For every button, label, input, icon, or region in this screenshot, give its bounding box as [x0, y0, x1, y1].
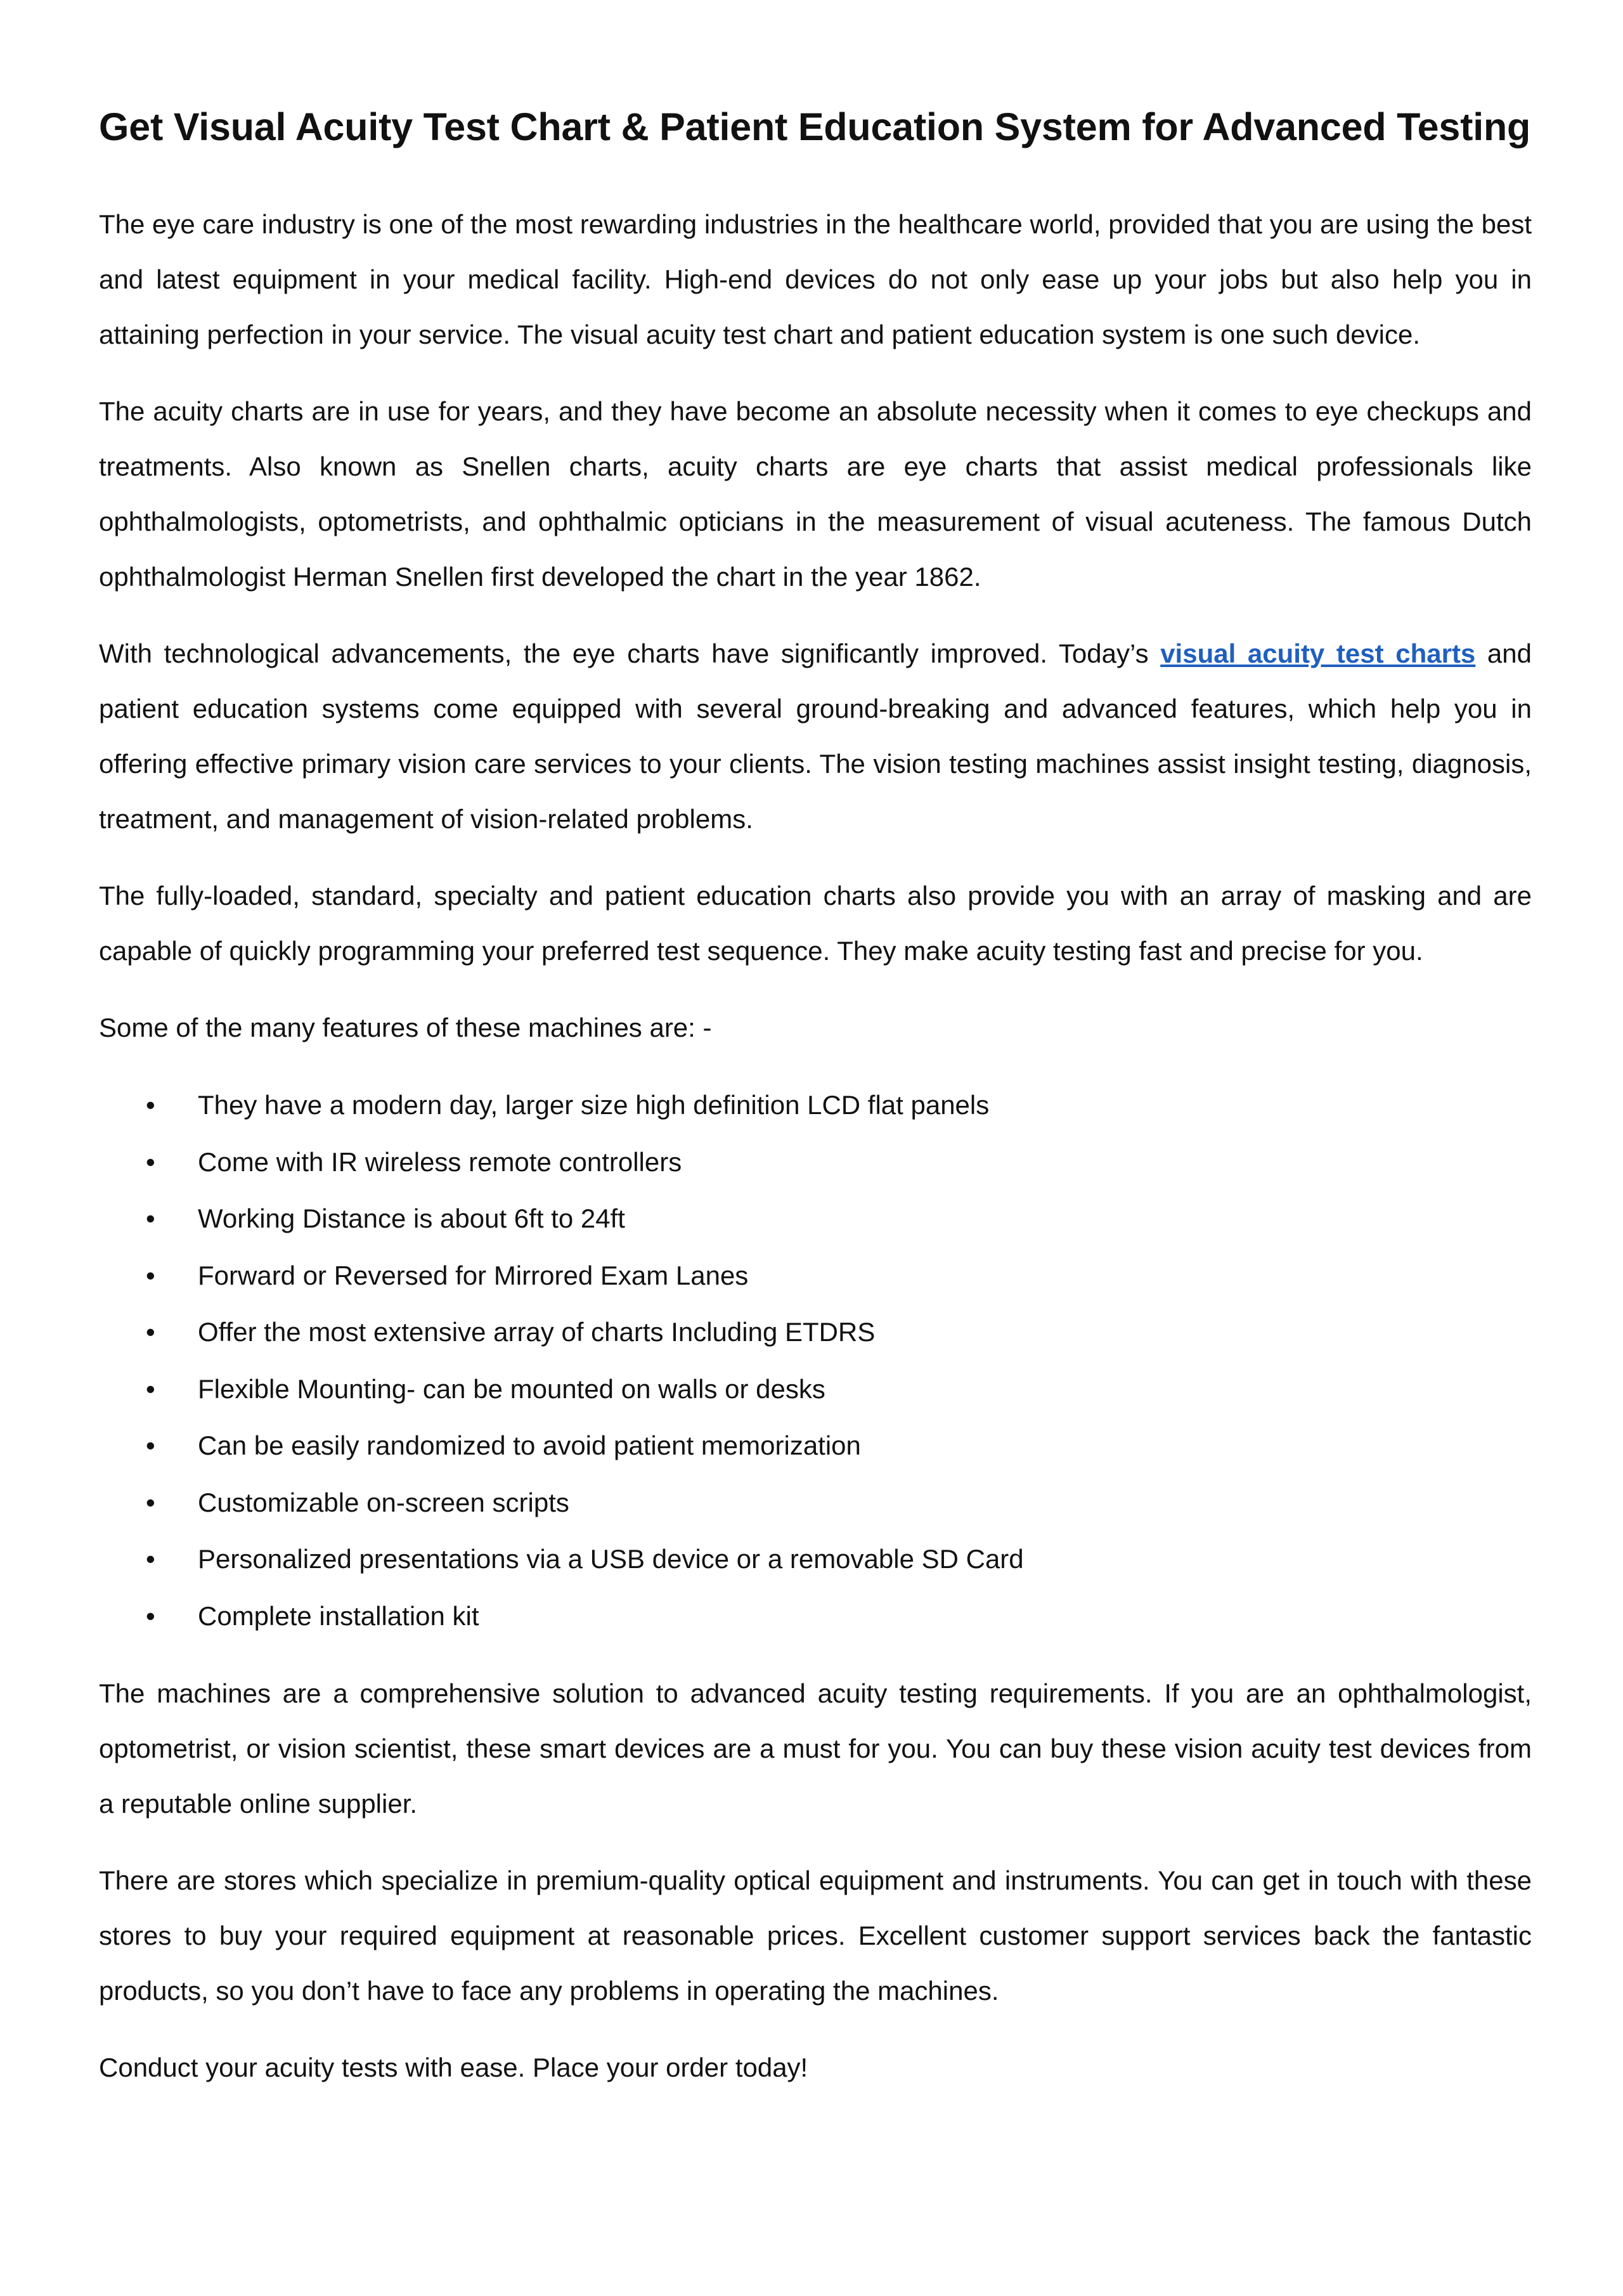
feature-text: Can be easily randomized to avoid patient memorization [198, 1430, 861, 1460]
bullet-icon: • [146, 1430, 155, 1460]
bullet-icon: • [146, 1544, 155, 1574]
list-item [99, 1304, 1532, 1361]
paragraph-technology-rest: and patient education systems come equipped with several ground-breaking and advanced features, which help you in offering effective primary vision care services to your clients. The vision testing machines assist insight testing, diagnosis, treatment, and management of vision-related problems. [99, 639, 1532, 834]
feature-text: Flexible Mounting- can be mounted on walls or desks [198, 1373, 825, 1404]
feature-text: Forward or Reversed for Mirrored Exam Lanes [198, 1260, 749, 1290]
feature-text: Complete installation kit [198, 1600, 479, 1631]
features-list [99, 1077, 1532, 1644]
bullet-icon: • [146, 1260, 155, 1290]
feature-text: Working Distance is about 6ft to 24ft [198, 1203, 625, 1233]
bullet-icon: • [146, 1600, 155, 1631]
list-item [99, 1077, 1532, 1134]
list-item [99, 1531, 1532, 1588]
list-item [99, 1361, 1532, 1418]
paragraph-technology-lead: With technological advancements, the eye charts have significantly improved. Today’s [99, 639, 1161, 668]
paragraph-intro: The eye care industry is one of the most rewarding industries in the healthcare world, provided that you are using the best and latest equipment in your medical facility. High-end devices do not only ease up your jobs but also help you in attaining perfection in your service. The visual acuity test chart and patient education system is one such device. [99, 209, 1532, 349]
document-page [99, 95, 1532, 2117]
paragraph-snellen-history: The acuity charts are in use for years, and they have become an absolute necessity when it comes to eye checkups and treatments. Also known as Snellen charts, acuity charts are eye charts that assist medical professionals like ophthalmologists, optometrists, and ophthalmic opticians in the measurement of visual acuteness. The famous Dutch ophthalmologist Herman Snellen first developed the chart in the year 1862. [99, 396, 1532, 592]
visual-acuity-test-charts-link[interactable]: visual acuity test charts [1160, 639, 1476, 668]
paragraph-stores: There are stores which specialize in premium-quality optical equipment and instruments. You can get in touch with these stores to buy your required equipment at reasonable prices. Excellent customer support services back the fantastic products, so you don’t have to face any problems in operating the machines. [99, 1865, 1532, 2006]
paragraph-chart-types: The fully-loaded, standard, specialty and patient education charts also provide you with an array of masking and are capable of quickly programming your preferred test sequence. They make acuity testing fast and precise for you. [99, 881, 1532, 966]
feature-text: Offer the most extensive array of charts Including ETDRS [198, 1317, 876, 1347]
page-title: Get Visual Acuity Test Chart & Patient Education System for Advanced Testing [99, 105, 1531, 148]
list-item [99, 1247, 1532, 1304]
list-item [99, 1134, 1532, 1191]
bullet-icon: • [146, 1373, 155, 1404]
bullet-icon: • [146, 1203, 155, 1233]
bullet-icon: • [146, 1317, 155, 1347]
paragraph-solution: The machines are a comprehensive solution to advanced acuity testing requirements. If you are an ophthalmologist, optometrist, or vision scientist, these smart devices are a must for you. You can buy these vision acuity test devices from a reputable online supplier. [99, 1678, 1532, 1819]
feature-text: Personalized presentations via a USB device or a removable SD Card [198, 1544, 1024, 1574]
bullet-icon: • [146, 1090, 155, 1120]
bullet-icon: • [146, 1487, 155, 1517]
feature-text: Come with IR wireless remote controllers [198, 1146, 682, 1177]
feature-text: They have a modern day, larger size high definition LCD flat panels [198, 1090, 990, 1120]
feature-text: Customizable on-screen scripts [198, 1487, 569, 1517]
list-item [99, 1190, 1532, 1247]
list-item [99, 1588, 1532, 1645]
list-item [99, 1474, 1532, 1531]
bullet-icon: • [146, 1146, 155, 1177]
paragraph-technology [99, 626, 1532, 846]
list-item [99, 1417, 1532, 1474]
features-intro: Some of the many features of these machines are: - [99, 1013, 712, 1042]
closing-line: Conduct your acuity tests with ease. Place your order today! [99, 2053, 808, 2082]
